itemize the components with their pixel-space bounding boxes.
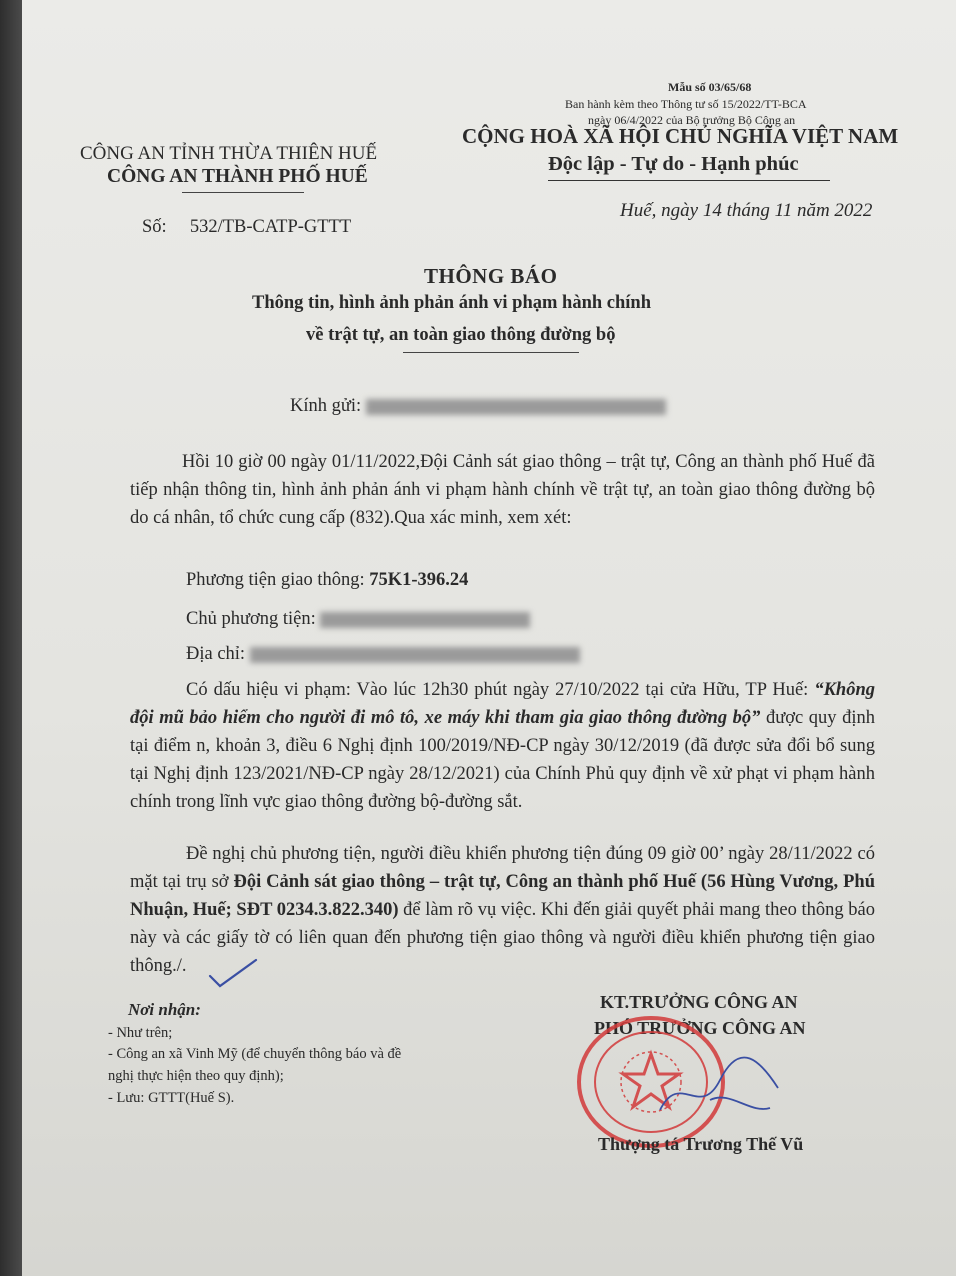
request-rest: để làm rõ vụ việc. Khi đến giải quyết phải mang theo thông báo này và các giấy tờ có liên quan đến phương tiện giao thông và người điều khiển phương tiện giao thông./. (130, 900, 875, 976)
doc-date: Huế, ngày 14 tháng 11 năm 2022 (620, 200, 873, 221)
motto-underline (548, 180, 830, 181)
country-motto: Độc lập - Tự do - Hạnh phúc (548, 153, 799, 175)
recipient-item-4: - Lưu: GTTT(Huế S). (108, 1090, 235, 1106)
doc-subtitle-2: về trật tự, an toàn giao thông đường bộ (306, 325, 616, 345)
form-note-1: Ban hành kèm theo Thông tư số 15/2022/TT-BCA (565, 97, 807, 111)
recipient-line (290, 396, 666, 417)
doc-subtitle-1: Thông tin, hình ảnh phản ánh vi phạm hành chính (252, 293, 651, 313)
owner-line (186, 609, 530, 630)
address-line (186, 644, 580, 665)
issuer-line-1: CÔNG AN TỈNH THỪA THIÊN HUẾ (80, 143, 378, 164)
paragraph-violation (130, 676, 875, 816)
violation-legal: được quy định tại điểm n, khoản 3, điều 6 Nghị định 100/2019/NĐ-CP ngày 30/12/2019 (đã được sửa đổi bổ sung tại Nghị định 123/2021/NĐ-CP ngày 28/12/2021) của Chính Phủ quy định về xử phạt vi phạm hành chính trong lĩnh vực giao thông đường bộ-đường sắt. (130, 708, 875, 812)
redacted-address (250, 647, 580, 663)
signature-title-1: KT.TRƯỞNG CÔNG AN (600, 992, 798, 1012)
vehicle-plate: 75K1-396.24 (369, 570, 469, 590)
recipient-item-1: - Như trên; (108, 1025, 173, 1041)
recipient-item-2: - Công an xã Vinh Mỹ (để chuyển thông báo và đề (108, 1046, 402, 1062)
title-underline (403, 352, 579, 353)
doc-ref-label: Số: (142, 217, 167, 237)
pen-checkmark-icon (206, 956, 262, 992)
recipient-label: Kính gửi: (290, 396, 362, 416)
violation-intro: Có dấu hiệu vi phạm: Vào lúc 12h30 phút ngày 27/10/2022 tại cửa Hữu, TP Huế: (186, 680, 815, 700)
violation-quote: “Không đội mũ bảo hiểm cho người đi mô tô, xe máy khi tham gia giao thông đường bộ” (130, 680, 875, 728)
form-number: Mẫu số 03/65/68 (668, 80, 752, 94)
doc-ref (142, 217, 351, 238)
paragraph-received: Hồi 10 giờ 00 ngày 01/11/2022,Đội Cảnh sát giao thông – trật tự, Công an thành phố Huế đã tiếp nhận thông tin, hình ảnh phản ánh vi phạm hành chính về trật tự, an toàn giao thông đường bộ do cá nhân, tổ chức cung cấp (832).Qua xác minh, xem xét: (130, 452, 875, 528)
handwritten-signature-icon (650, 1050, 790, 1130)
doc-ref-value: 532/TB-CATP-GTTT (189, 217, 352, 237)
vehicle-line (186, 570, 468, 591)
doc-title: THÔNG BÁO (424, 264, 558, 288)
country-name: CỘNG HOÀ XÃ HỘI CHỦ NGHĨA VIỆT NAM (462, 124, 899, 148)
issuer-underline (182, 192, 304, 193)
redacted-owner (320, 612, 530, 628)
request-office: Đội Cảnh sát giao thông – trật tự, Công an thành phố Huế (56 Hùng Vương, Phú Nhuận, Huế; SĐT 0234.3.822.340) (130, 872, 875, 920)
address-label: Địa chỉ: (186, 644, 246, 664)
signer-name: Thượng tá Trương Thế Vũ (598, 1134, 804, 1154)
form-note-2: ngày 06/4/2022 của Bộ trưởng Bộ Công an (588, 113, 796, 127)
signature-title-2: PHÓ TRƯỞNG CÔNG AN (594, 1018, 806, 1038)
recipient-item-3: nghị thực hiện theo quy định); (108, 1068, 284, 1084)
redacted-recipient (366, 399, 666, 415)
request-intro: Đề nghị chủ phương tiện, người điều khiển phương tiện đúng 09 giờ 00’ ngày 28/11/2022 có mặt tại trụ sở (130, 844, 875, 892)
owner-label: Chủ phương tiện: (186, 609, 316, 629)
recipients-heading: Nơi nhận: (128, 1000, 201, 1019)
vehicle-label: Phương tiện giao thông: (186, 570, 365, 590)
issuer-line-2: CÔNG AN THÀNH PHỐ HUẾ (107, 166, 368, 187)
